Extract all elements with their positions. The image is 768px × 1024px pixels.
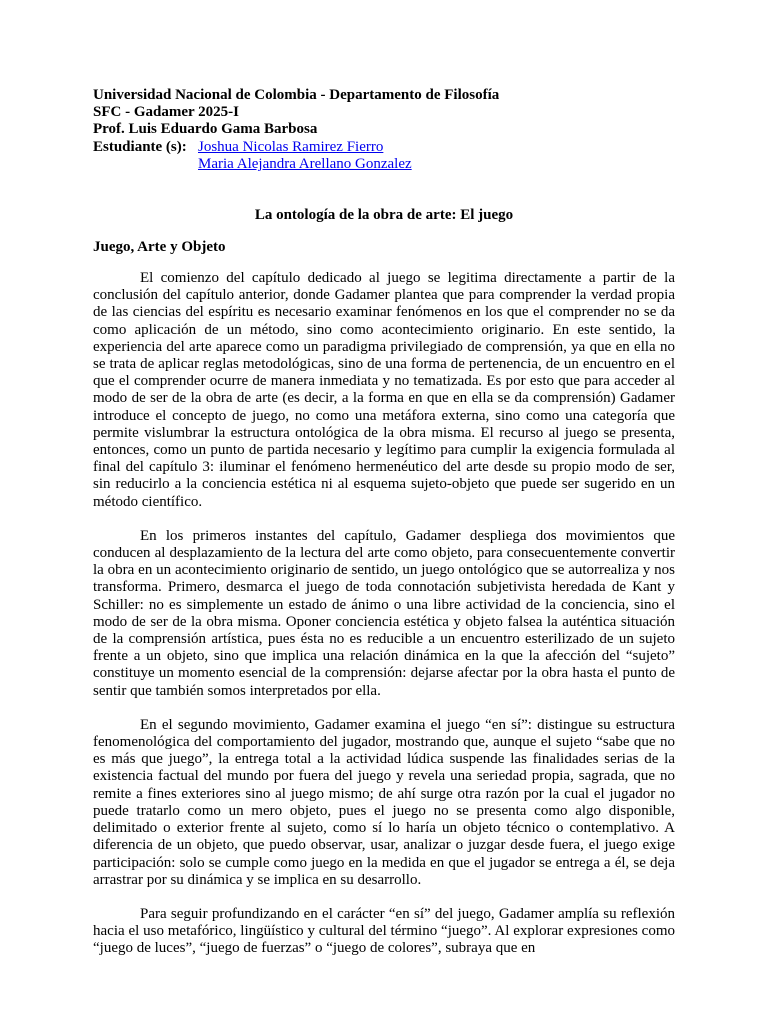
students-row [93,139,693,173]
student-link-1[interactable]: Joshua Nicolas Ramirez Fierro [198,138,384,155]
students-label: Estudiante (s): [93,138,187,155]
university-line: Universidad Nacional de Colombia - Departamento de Filosofía [93,87,500,103]
course-line: SFC - Gadamer 2025-I [93,104,239,121]
student-link-2[interactable]: Maria Alejandra Arellano Gonzalez [198,155,412,172]
paragraph-2: En los primeros instantes del capítulo, Gadamer despliega dos movimientos que conducen al desplazamiento de la lectura del arte como objeto, para consecuentemente convertir la obra en un acontecimiento originario de sentido, un juego ontológico que se autorrealiza y nos transforma. Primero, desmarca el juego de toda connotación subjetivista heredada de Kant y Schiller: no es simplemente un estado de ánimo o una libre actividad de la conciencia, sino el modo de ser de la obra misma. Oponer conciencia estética y objeto falsea la auténtica situación de la comprensión artística, pues ésta no es reducible a un encuentro esterilizado de un sujeto frente a un objeto, sino que implica una relación dinámica en la que la afección del “sujeto” constituye un momento esencial de la comprensión: dejarse afectar por la obra hasta el punto de sentir que también somos interpretados por ella. [93,527,675,699]
professor-line: Prof. Luis Eduardo Gama Barbosa [93,121,318,138]
paragraph-1: El comienzo del capítulo dedicado al juego se legitima directamente a partir de la conclusión del capítulo anterior, donde Gadamer plantea que para comprender la verdad propia de las ciencias del espíritu es necesario examinar fenómenos en los que el comprender no se da como aplicación de un método, sino como acontecimiento originario. En este sentido, la experiencia del arte aparece como un paradigma privilegiado de comprensión, ya que en ella no se trata de aplicar reglas metodológicas, sino de una forma de pertenencia, de un encuentro en el que el comprender ocurre de manera inmediata y no tematizada. Es por esto que para acceder al modo de ser de la obra de arte (es decir, a la forma en que en ella se da comprensión) Gadamer introduce el concepto de juego, no como una metáfora externa, sino como una categoría que permite vislumbrar la estructura ontológica de la obra misma. El recurso al juego se presenta, entonces, como un punto de partida necesario y legítimo para cumplir la exigencia formulada al final del capítulo 3: iluminar el fenómeno hermenéutico del arte desde su propio modo de ser, sin reducirlo a la conciencia estética ni al esquema sujeto-objeto que puede ser sugerido en un método científico. [93,270,675,510]
students-list [198,139,412,173]
section-title: Juego, Arte y Objeto [93,239,226,255]
paragraph-3: En el segundo movimiento, Gadamer examina el juego “en sí”: distingue su estructura fenomenológica del comportamiento del jugador, mostrando que, aunque el sujeto “sabe que no es más que juego”, la entrega total a la actividad lúdica suspende las finalidades serias de la existencia factual del mundo por fuera del juego y revela una seriedad propia, sagrada, que no remite a fines exteriores sino al juego mismo; de ahí surge otra razón por la cual el jugador no puede tratarlo como un mero objeto, pues el juego no se presenta como algo disponible, delimitado o exterior frente al sujeto, como sí lo haría un objeto técnico o contemplativo. A diferencia de un objeto, que puedo observar, usar, analizar o juzgar desde fuera, el juego exige participación: solo se cumple como juego en la medida en que el jugador se entrega a él, se deja arrastrar por su dinámica y se implica en su desarrollo. [93,716,675,888]
document-title: La ontología de la obra de arte: El juego [254,207,514,223]
document-body [93,270,675,975]
document-header [93,87,693,173]
paragraph-4: Para seguir profundizando en el carácter “en sí” del juego, Gadamer amplía su reflexión hacia el uso metafórico, lingüístico y cultural del término “juego”. Al explorar expresiones como “juego de luces”, “juego de fuerzas” o “juego de colores”, subraya que en [93,905,675,957]
